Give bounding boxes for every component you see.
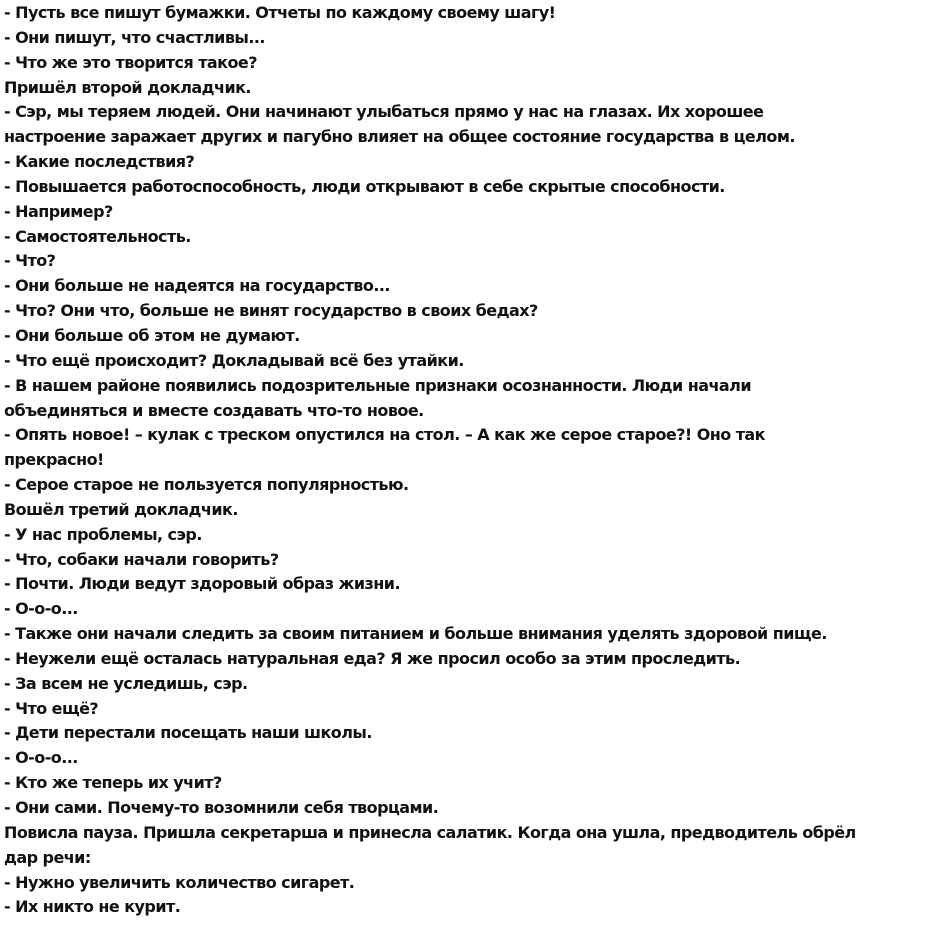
text-line: - Серое старое не пользуется популярностью. (4, 475, 409, 495)
text-line: Вошёл третий докладчик. (4, 499, 238, 519)
text-line: настроение заражает других и пагубно влияет на общее состояние государства в целом. (4, 127, 795, 147)
text-line: - Также они начали следить за своим питанием и больше внимания уделять здоровой пище. (4, 624, 827, 644)
text-line: - Неужели ещё осталась натуральная еда? Я же просил особо за этим проследить. (4, 648, 741, 668)
text-line: прекрасно! (4, 450, 104, 470)
text-line: - Пусть все пишут бумажки. Отчеты по каждому своему шагу! (4, 3, 556, 22)
text-line: - За всем не уследишь, сэр. (4, 673, 248, 693)
text-line: - Что? (4, 251, 56, 271)
text-line: - Нужно увеличить количество сигарет. (4, 872, 355, 892)
text-line: - Они пишут, что счастливы... (4, 27, 265, 47)
text-line: - О-о-о... (4, 599, 78, 619)
text-line: - Что же это творится такое? (4, 52, 257, 72)
text-line: - Что ещё? (4, 698, 99, 718)
text-line: - Дети перестали посещать наши школы. (4, 723, 372, 743)
text-line: - Их никто не курит. (4, 897, 181, 917)
text-line: Пришёл второй докладчик. (4, 77, 251, 97)
text-line: - Какие последствия? (4, 152, 195, 172)
text-line: - Что, собаки начали говорить? (4, 549, 279, 569)
text-line: дар речи: (4, 847, 91, 867)
text-line: - Повышается работоспособность, люди открывают в себе скрытые способности. (4, 176, 725, 196)
text-line: объединяться и вместе создавать что-то новое. (4, 400, 424, 420)
text-line: - Почти. Люди ведут здоровый образ жизни. (4, 574, 400, 594)
text-line: - Они больше не надеятся на государство... (4, 276, 390, 296)
text-line: - Самостоятельность. (4, 226, 191, 246)
text-line: Повисла пауза. Пришла секретарша и принесла салатик. Когда она ушла, предводитель обрёл (4, 822, 856, 842)
text-line: - Например? (4, 201, 113, 221)
text-line: - Они сами. Почему-то возомнили себя творцами. (4, 798, 439, 817)
text-line: - Опять новое! – кулак с треском опустился на стол. – А как же серое старое?! Оно так (4, 425, 765, 445)
text-line: - Они больше об этом не думают. (4, 325, 300, 345)
text-line: - В нашем районе появились подозрительные признаки осознанности. Люди начали (4, 375, 751, 395)
text-line: - О-о-о... (4, 748, 78, 768)
text-line: - Сэр, мы теряем людей. Они начинают улыбаться прямо у нас на глазах. Их хорошее (4, 102, 764, 122)
text-line: - Что? Они что, больше не винят государство в своих бедах? (4, 301, 538, 321)
text-line: - У нас проблемы, сэр. (4, 524, 202, 544)
text-line: - Что ещё происходит? Докладывай всё без утайки. (4, 350, 464, 370)
text-line: - Кто же теперь их учит? (4, 773, 222, 793)
